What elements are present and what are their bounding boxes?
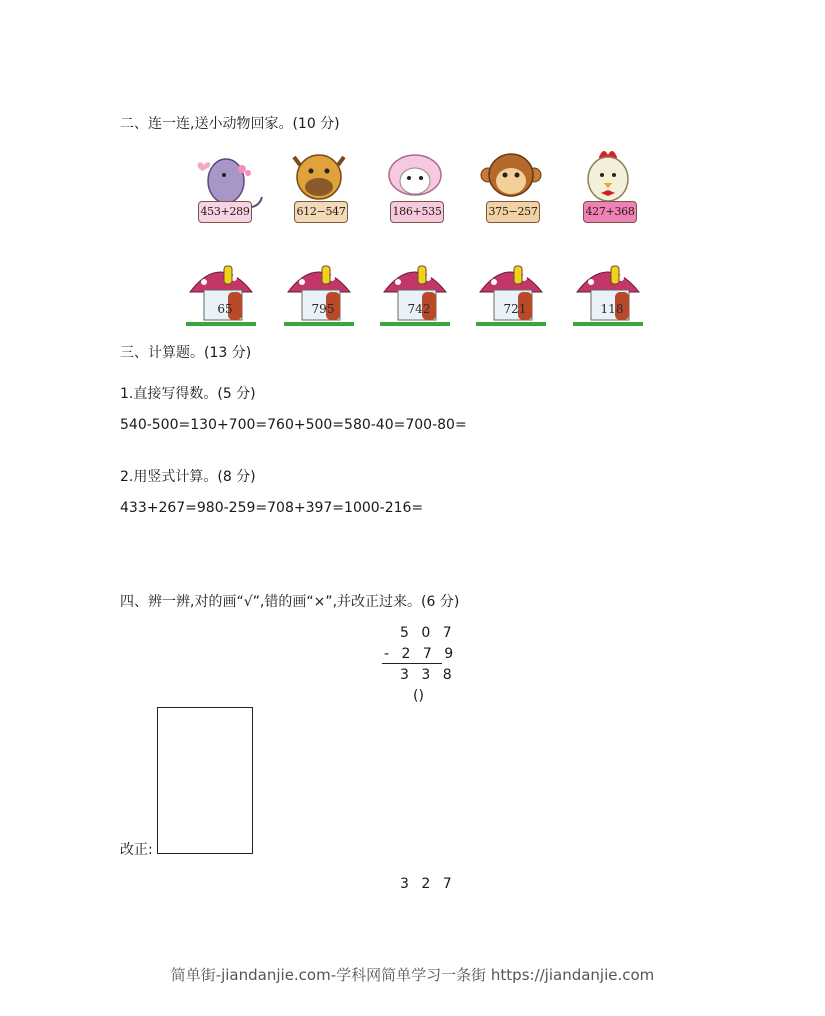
mushroom-house-icon <box>476 262 546 326</box>
judge-mark: () <box>413 688 424 704</box>
vertical-rule <box>382 663 442 664</box>
part2-problems: 433+267=980-259=708+397=1000-216= <box>120 500 424 516</box>
part2-title: 2.用竖式计算。(8 分) <box>120 469 256 485</box>
animal-plate-sheep: 186+535 <box>390 201 444 223</box>
animal-row <box>180 143 650 227</box>
correction-label: 改正: <box>120 842 153 858</box>
animal-plate-cow: 612−547 <box>294 201 348 223</box>
house-card-1 <box>186 262 256 326</box>
house-card-5 <box>573 262 643 326</box>
animal-plate-monkey: 375−257 <box>486 201 540 223</box>
animal-card-rooster <box>573 143 643 227</box>
house-row <box>180 262 650 326</box>
animal-plate-rooster: 427+368 <box>583 201 637 223</box>
animal-card-cow <box>284 143 354 227</box>
house-card-4 <box>476 262 546 326</box>
house-card-2 <box>284 262 354 326</box>
mushroom-house-icon <box>380 262 450 326</box>
house-number-1: 65 <box>217 302 233 316</box>
mushroom-house-icon <box>573 262 643 326</box>
mushroom-house-icon <box>284 262 354 326</box>
section2-heading: 二、连一连,送小动物回家。(10 分) <box>120 116 340 132</box>
part1-title: 1.直接写得数。(5 分) <box>120 386 256 402</box>
vertical-subtract-number: - 2 7 9 <box>384 646 458 662</box>
footer-text: 简单街-jiandanjie.com-学科网简单学习一条街 https://jiandanjie.com <box>170 966 655 984</box>
house-card-3 <box>380 262 450 326</box>
mushroom-house-icon <box>186 262 256 326</box>
vertical-result-number: 3 3 8 <box>400 667 456 683</box>
house-number-4: 721 <box>503 302 527 316</box>
house-number-3: 742 <box>407 302 431 316</box>
animal-card-eggplant <box>188 143 258 227</box>
extra-number: 3 2 7 <box>400 876 456 892</box>
house-number-5: 118 <box>600 302 624 316</box>
animal-plate-eggplant: 453+289 <box>198 201 252 223</box>
animal-card-monkey <box>476 143 546 227</box>
part1-problems: 540-500=130+700=760+500=580-40=700-80= <box>120 417 467 433</box>
section4-heading: 四、辨一辨,对的画“√”,错的画“×”,并改正过来。(6 分) <box>120 594 460 610</box>
house-number-2: 795 <box>311 302 335 316</box>
animal-card-sheep <box>380 143 450 227</box>
correction-answer-box[interactable] <box>157 707 253 854</box>
section3-heading: 三、计算题。(13 分) <box>120 345 252 361</box>
vertical-top-number: 5 0 7 <box>400 625 456 641</box>
